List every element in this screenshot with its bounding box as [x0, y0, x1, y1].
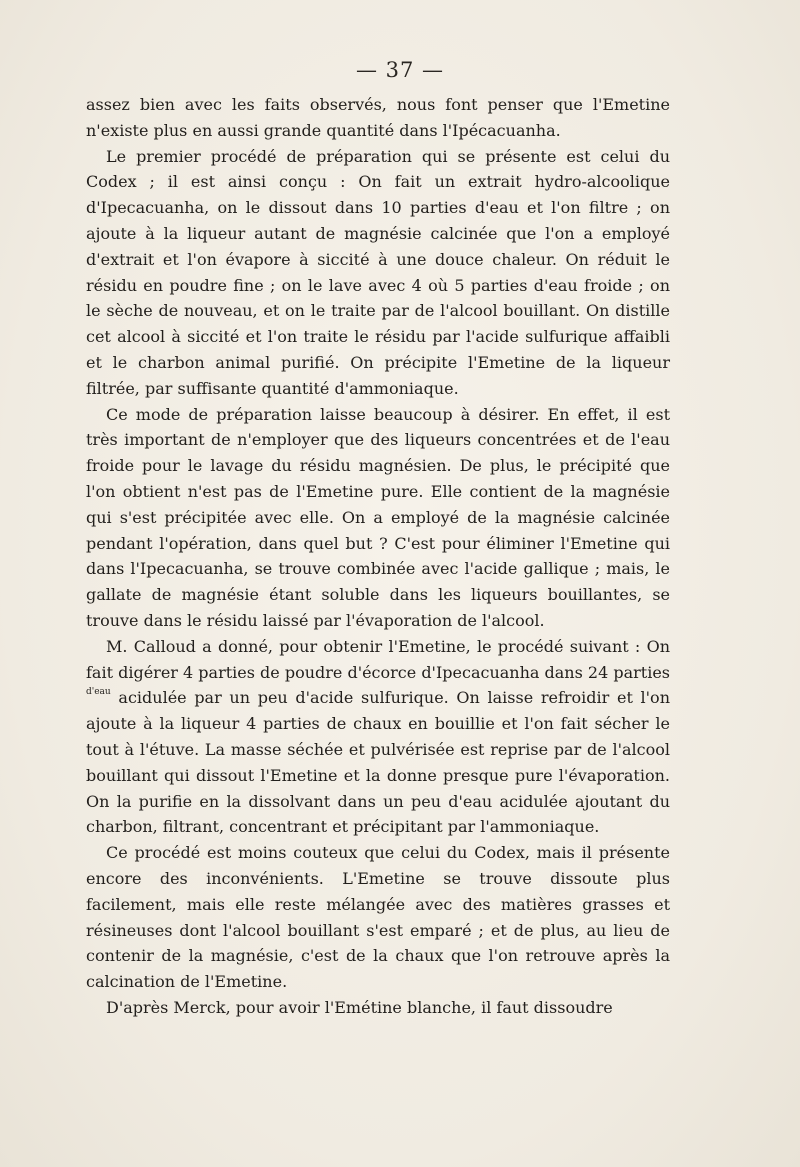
- paragraph-1: assez bien avec les faits observés, nous font penser que l'Emetine n'existe plus en aussi grande quantité dans l'Ipécacuanha.: [86, 95, 670, 140]
- paragraph-4-start: M. Calloud a donné, pour obtenir l'Emetine, le procédé suivant : On fait digérer 4 parties de poudre d'écorce d'Ipecacuanha dans 24 parties: [86, 636, 671, 682]
- paragraph-4: [86, 634, 670, 840]
- paragraph-6: D'après Merck, pour avoir l'Emétine blanche, il faut dissoudre: [106, 997, 613, 1017]
- paragraph-5: Ce procédé est moins couteux que celui du Codex, mais il présente encore des inconvénients. L'Emetine se trouve dissoute plus facilement, mais elle reste mélangée avec des matières grasses et résineuses dont l'alcool bouillant s'est emparé ; et de plus, au lieu de contenir de la magnésie, c'est de la chaux que l'on retrouve après la calcination de l'Emetine.: [86, 843, 670, 992]
- paragraph-4-end: acidulée par un peu d'acide sulfurique. On laisse refroidir et l'on ajoute à la liqueur 4 parties de chaux en bouillie et l'on fait sécher le tout à l'étuve. La masse séchée et pulvérisée est reprise par de l'alcool bouillant qui dissout l'Emetine et la donne presque pure l'évaporation. On la purifie en la dissolvant dans un peu d'eau acidulée ajoutant du charbon, filtrant, concentrant et précipitant par l'ammoniaque.: [86, 688, 670, 837]
- paragraph-2: Le premier procédé de préparation qui se présente est celui du Codex ; il est ainsi conçu : On fait un extrait hydro-alcoolique d'Ipecacuanha, on le dissout dans 10 parties d'eau et l'on filtre ; on ajoute à la liqueur autant de magnésie calcinée que l'on a employé d'extrait et l'on évapore à siccité à une douce chaleur. On réduit le résidu en poudre fine ; on le lave avec 4 où 5 parties d'eau froide ; on le sèche de nouveau, et on le traite par de l'alcool bouillant. On distille cet alcool à siccité et l'on traite le résidu par l'acide sulfurique affaibli et le charbon animal purifié. On précipite l'Emetine de la liqueur filtrée, par suffisante quantité d'ammoniaque.: [86, 146, 670, 398]
- paragraph-3: Ce mode de préparation laisse beaucoup à désirer. En effet, il est très important de n'employer que des liqueurs concentrées et de l'eau froide pour le lavage du résidu magnésien. De plus, le précipité que l'on obtient n'est pas de l'Emetine pure. Elle contient de la magnésie qui s'est précipitée avec elle. On a employé de la magnésie calcinée pendant l'opération, dans quel but ? C'est pour éliminer l'Emetine qui dans l'Ipecacuanha, se trouve combinée avec l'acide gallique ; mais, le gallate de magnésie étant soluble dans les liqueurs bouillantes, se trouve dans le résidu laissé par l'évaporation de l'alcool.: [86, 404, 670, 630]
- page-number: — 37 —: [355, 58, 445, 82]
- body-text: [86, 92, 670, 1021]
- handwritten-insertion: d'eau: [86, 687, 111, 698]
